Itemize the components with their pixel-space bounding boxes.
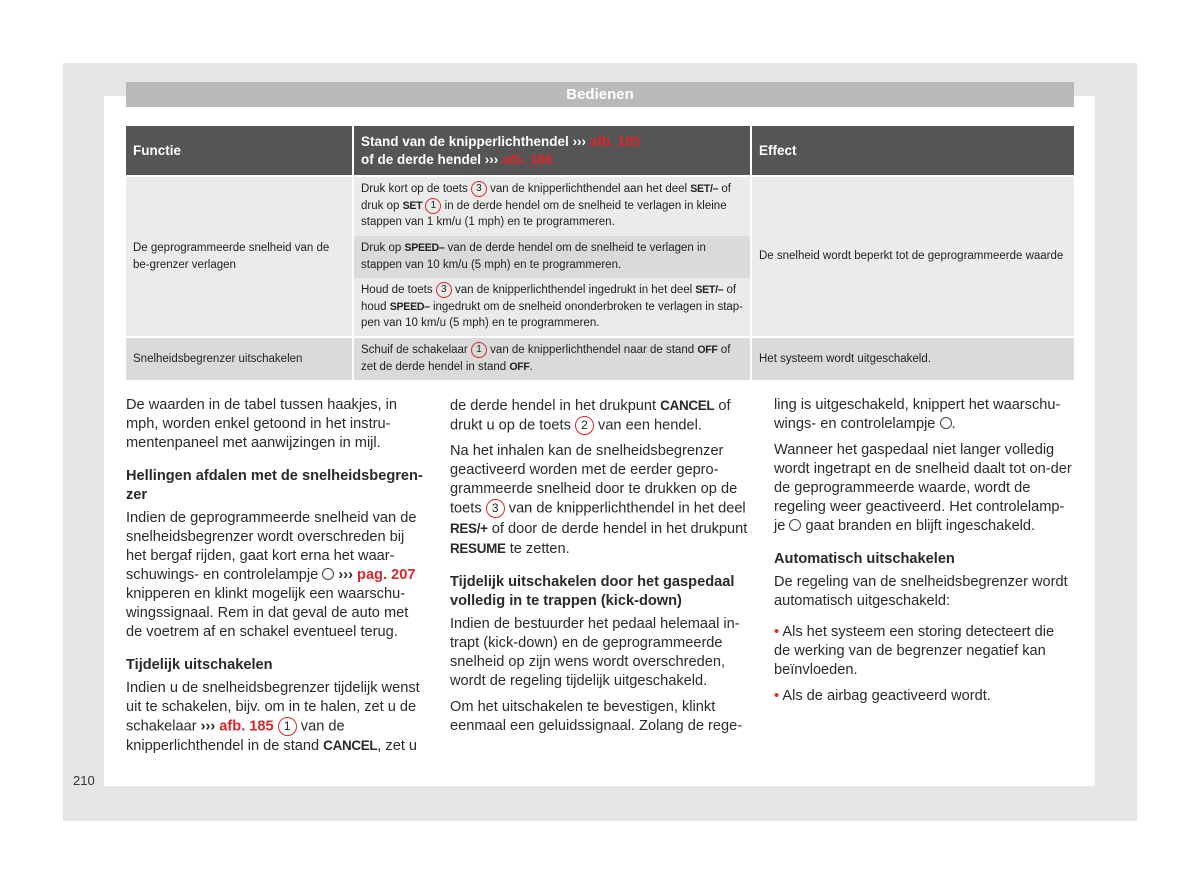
row1-sub2: Druk op SPEED– van de derde hendel om de snelheid te verlagen in stappen van 10 km/u (5 mph) en te programmeren.: [354, 236, 750, 278]
row1-function: De geprogrammeerde snelheid van de be-grenzer verlagen: [126, 177, 352, 336]
header-effect: Effect: [752, 126, 1074, 175]
paragraph: De waarden in de tabel tussen haakjes, in mph, worden enkel getoond in het instru-mentenpaneel met aanwijzingen in mijl.: [126, 397, 397, 451]
table-row: [126, 177, 1074, 336]
paragraph: ling is uitgeschakeld, knippert het waarschu-wings- en controlelampje .: [774, 397, 1061, 432]
row1-sub3: Houd de toets 3 van de knipperlichthendel ingedrukt in het deel SET/– of houd SPEED– ingedrukt om de snelheid ononderbroken te verlagen in stap-pen van 10 km/u (5 mph) en te programmeren.: [354, 278, 750, 336]
num-circle: 3: [471, 181, 487, 197]
paragraph: Indien u de snelheidsbegrenzer tijdelijk wenst uit te schakelen, bijv. om in te halen, zet u de schakelaar ››› afb. 185 1 van de knipperlichthendel in de stand CANCEL, zet u: [126, 680, 420, 755]
ref-link[interactable]: afb. 185: [589, 133, 641, 149]
bullet-icon: •: [774, 688, 780, 704]
section-heading: Automatisch uitschakelen: [774, 551, 955, 567]
list-item: • Als de airbag geactiveerd wordt.: [774, 688, 991, 704]
row2-position: Schuif de schakelaar 1 van de knipperlichthendel naar de stand OFF of zet de derde hendel in stand OFF.: [354, 338, 750, 380]
num-circle: 1: [425, 198, 441, 214]
row2-function: Snelheidsbegrenzer uitschakelen: [126, 338, 352, 380]
bullet-icon: •: [774, 624, 780, 640]
table-row: [126, 338, 1074, 380]
speed-limiter-warning-icon: [940, 417, 952, 429]
row1-effect: De snelheid wordt beperkt tot de geprogrammeerde waarde: [752, 177, 1074, 336]
function-table: [126, 126, 1074, 380]
text-column-3: [774, 396, 1074, 713]
num-circle: 3: [436, 282, 452, 298]
paragraph: De regeling van de snelheidsbegrenzer wordt automatisch uitgeschakeld:: [774, 574, 1068, 609]
paragraph: Indien de geprogrammeerde snelheid van de snelheidsbegrenzer wordt overschreden bij het bergaf rijden, gaat kort erna het waar-schuwings- en controlelampje ››› pag. 207 knipperen en klinkt mogelijk een waarschu-wingssignaal. Rem in dat geval de auto met de voetrem af en schakel eventueel terug.: [126, 510, 417, 640]
num-circle: 1: [471, 342, 487, 358]
paragraph: de derde hendel in het drukpunt CANCEL of drukt u op de toets 2 van een hendel.: [450, 398, 731, 434]
header-stand: Stand van de knipperlichthendel ››› afb. 185 of de derde hendel ››› afb. 186: [354, 126, 750, 175]
text-column-2: [450, 396, 748, 743]
section-heading: Hellingen afdalen met de snelheidsbegren-zer: [126, 468, 423, 503]
list-item: • Als het systeem een storing detecteert die de werking van de begrenzer negatief kan beïnvloeden.: [774, 624, 1055, 678]
num-circle: 3: [486, 499, 505, 518]
section-heading: Tijdelijk uitschakelen door het gaspedaal volledig in te trappen (kick-down): [450, 573, 735, 609]
ref-link[interactable]: afb. 186: [502, 151, 553, 167]
row1-positions: [354, 177, 750, 336]
header-functie: Functie: [126, 126, 352, 175]
paragraph: Wanneer het gaspedaal niet langer volledig wordt ingetrapt en de snelheid daalt tot on-der de geprogrammeerde waarde, wordt de regeling weer geactiveerd. Het controlelamp-je gaat branden en blijft ingeschakeld.: [774, 442, 1072, 534]
row2-effect: Het systeem wordt uitgeschakeld.: [752, 338, 1074, 380]
paragraph: Indien de bestuurder het pedaal helemaal in-trapt (kick-down) en de geprogrammeerde snelheid op zijn wens wordt overschreden, wordt de regeling tijdelijk uitgeschakeld.: [450, 615, 740, 689]
paragraph: Na het inhalen kan de snelheidsbegrenzer geactiveerd worden met de eerder gepro-grammeerde snelheid door te drukken op de toets 3 van de knipperlichthendel in het deel RES/+ of door de derde hendel in het drukpunt RESUME te zetten.: [450, 443, 748, 557]
speed-limiter-warning-icon: [322, 568, 334, 580]
num-circle: 1: [278, 717, 297, 736]
page-title: Bedienen: [126, 82, 1074, 107]
speed-limiter-warning-icon: [789, 519, 801, 531]
section-heading: Tijdelijk uitschakelen: [126, 657, 273, 673]
table-header-row: [126, 126, 1074, 175]
row1-sub1: Druk kort op de toets 3 van de knipperlichthendel aan het deel SET/– of druk op SET 1 in de derde hendel om de snelheid te verlagen in kleine stappen van 1 km/u (1 mph) en te programmeren.: [354, 177, 750, 236]
ref-link[interactable]: pag. 207: [357, 567, 416, 583]
ref-link[interactable]: afb. 185: [219, 718, 274, 735]
page-number: 210: [73, 773, 95, 788]
text-column-1: [126, 396, 426, 763]
num-circle: 2: [575, 416, 594, 435]
paragraph: Om het uitschakelen te bevestigen, klinkt eenmaal een geluidssignaal. Zolang de rege-: [450, 698, 743, 734]
